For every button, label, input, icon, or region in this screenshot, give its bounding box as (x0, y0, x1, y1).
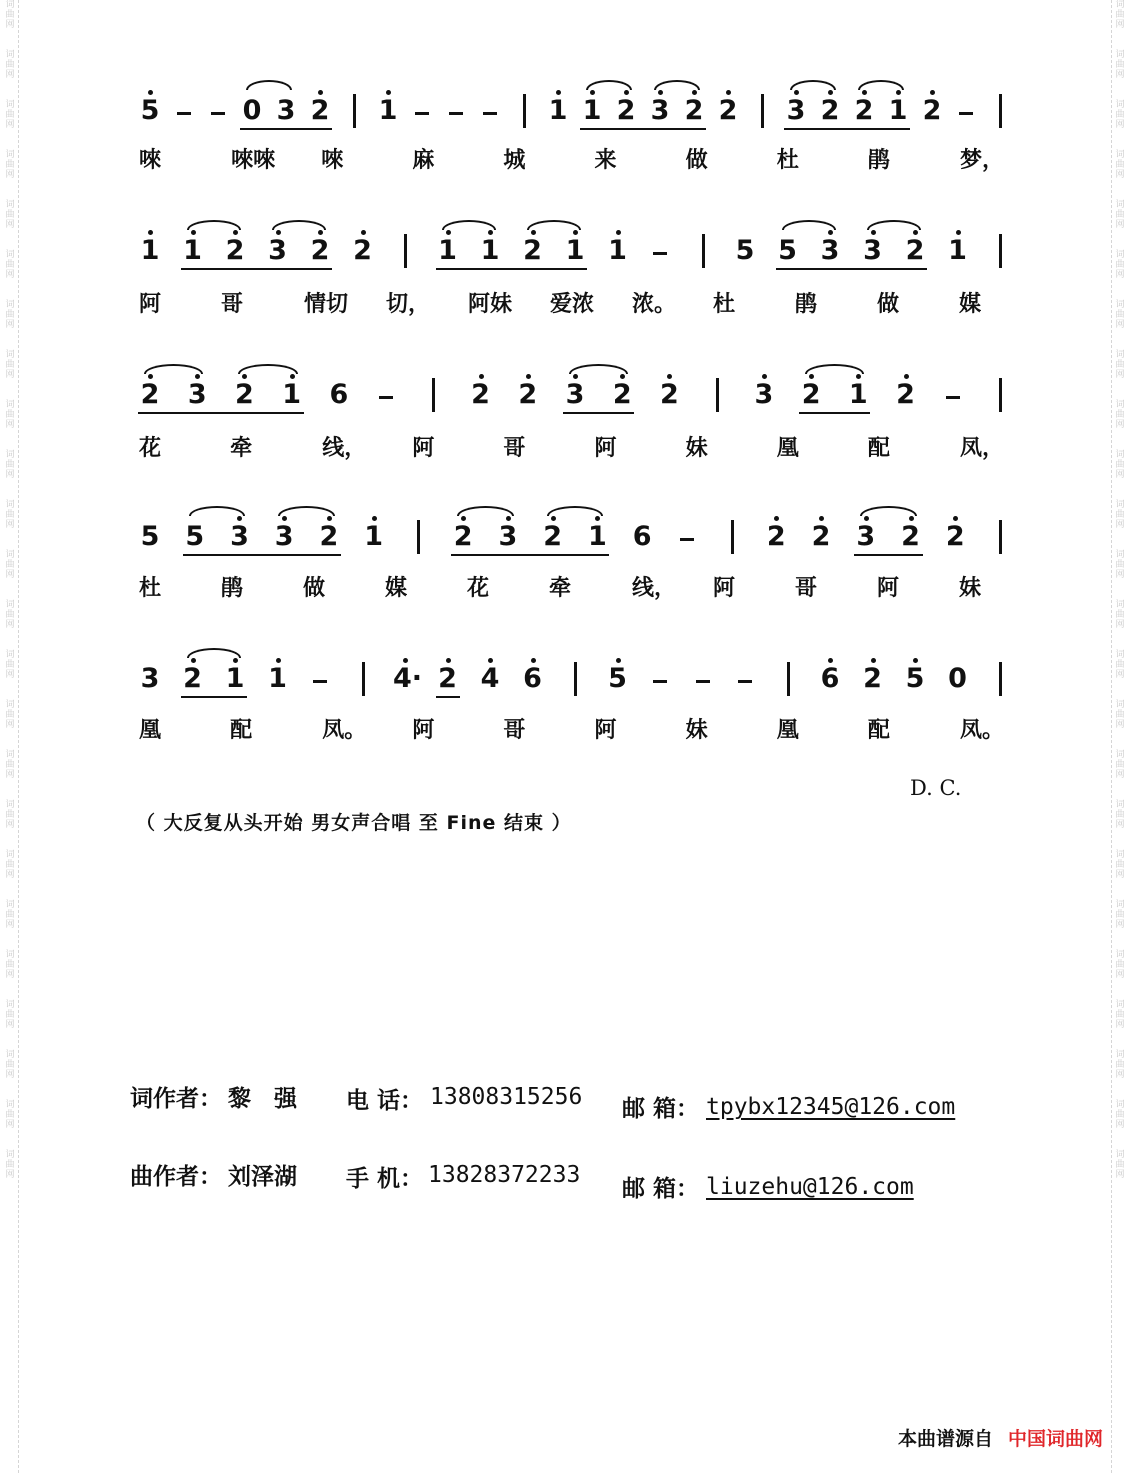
score-note: 6 (820, 663, 840, 694)
octave-dot (909, 516, 914, 521)
right-watermark-strip: 词 曲 网 词 曲 网 词 曲 网 词 曲 网 词 曲 网 词 曲 网 词 曲 网 词 曲 网 词 曲 网 词 曲 网 词 曲 网 词 曲 网 词 曲 网 词 曲 网 词 曲 网 词 曲 网 词 曲 网 词 曲 网 词 曲 网 词 曲 网 词 曲 网 词 曲 网 词 曲 网 词 曲 网 (1111, 0, 1128, 1473)
octave-dot (526, 374, 531, 379)
score-note: 2 (863, 663, 882, 694)
score-note: 2 (310, 235, 330, 266)
duration-dash (696, 680, 710, 683)
score-note: 2 (820, 95, 840, 126)
mobile-label: 手 机： (346, 1166, 424, 1192)
lyric-syllable: 牵 (548, 576, 571, 601)
site-link[interactable]: 中国词曲网 (1008, 1428, 1104, 1450)
octave-dot (616, 230, 621, 235)
slur-arc (187, 648, 242, 658)
score-note: 1 (364, 521, 384, 552)
score-note: 2 (766, 521, 786, 552)
barline (404, 234, 407, 268)
lyric-syllable: 配 (230, 718, 253, 743)
score-note: 2 (684, 95, 704, 126)
octave-dot (276, 658, 281, 663)
beam-underline (181, 696, 248, 698)
lyric-syllable: 配 (867, 718, 890, 743)
score-note: 2 (471, 379, 490, 410)
score-note: 4 (480, 663, 500, 694)
barline (417, 520, 420, 554)
octave-dot (386, 90, 391, 95)
lyric-syllable: 凤， (959, 436, 1004, 461)
lyric-syllable: 来 (594, 148, 617, 173)
mobile-number: 13828372233 (428, 1162, 581, 1188)
slur-arc (860, 506, 917, 516)
slur-arc (867, 220, 922, 230)
octave-dot (191, 658, 196, 663)
score-note: 2 (523, 235, 542, 266)
octave-dot (624, 90, 629, 95)
score-note: 2 (811, 521, 831, 552)
lyric-syllable: 牵 (230, 436, 253, 461)
beam-underline (563, 412, 634, 414)
duration-dash (313, 680, 327, 683)
score-note: 2 (518, 379, 538, 410)
octave-dot (828, 658, 833, 663)
octave-dot (506, 516, 511, 521)
lyric-syllable: 凰 (776, 436, 799, 461)
lyric-syllable: 凤。 (322, 718, 367, 743)
left-watermark-strip: 词 曲 网 词 曲 网 词 曲 网 词 曲 网 词 曲 网 词 曲 网 词 曲 网 词 曲 网 词 曲 网 词 曲 网 词 曲 网 词 曲 网 词 曲 网 词 曲 网 词 曲 网 词 曲 网 词 曲 网 词 曲 网 词 曲 网 词 曲 网 词 曲 网 词 曲 网 词 曲 网 词 曲 网 (2, 0, 19, 1473)
lyric-syllable: 媒 (958, 292, 981, 317)
duration-dash (946, 396, 960, 399)
octave-dot (573, 374, 578, 379)
score-note: 2 (901, 521, 920, 552)
score-note: 2 (801, 379, 821, 410)
lyric-syllable: 唻唻 (231, 148, 276, 173)
lyric-syllable: 哥 (220, 292, 243, 317)
score-note: 1 (225, 663, 245, 694)
slur-arc (272, 220, 327, 230)
lyric-syllable: 做 (302, 576, 325, 601)
score-note: 1 (480, 235, 500, 266)
lyric-syllable: 妹 (685, 718, 708, 743)
score-note: 2 (183, 663, 202, 694)
duration-dash (680, 538, 694, 541)
lyric-syllable: 做 (685, 148, 708, 173)
octave-dot (551, 516, 556, 521)
lyric-syllable: 凰 (776, 718, 799, 743)
barline (999, 662, 1002, 696)
lyric-syllable: 梦， (959, 148, 1004, 173)
beam-underline (776, 268, 928, 270)
octave-dot (590, 90, 595, 95)
score-note: 2 (235, 379, 254, 410)
barline (731, 520, 734, 554)
score-note: 1 (183, 235, 202, 266)
score-note: 1 (268, 663, 287, 694)
score-note: 1 (582, 95, 602, 126)
barline (999, 520, 1002, 554)
lyric-syllable: 妹 (685, 436, 708, 461)
score-note: 3 (230, 521, 249, 552)
octave-dot (913, 658, 918, 663)
score-note: 3 (786, 95, 806, 126)
score-note: 2 (310, 95, 330, 126)
score-note: 1 (140, 235, 160, 266)
score-note: 5 (905, 663, 925, 694)
octave-dot (864, 516, 869, 521)
score-note: 3 (863, 235, 882, 266)
octave-dot (828, 230, 833, 235)
score-note: 2 (905, 235, 925, 266)
slur-arc (144, 364, 203, 374)
lyric-syllable: 凰 (138, 718, 161, 743)
octave-dot (233, 658, 238, 663)
slur-arc (278, 506, 335, 516)
da-capo-mark: D. C. (910, 776, 962, 800)
score-note: 2 (718, 95, 738, 126)
lyric-syllable: 花 (466, 576, 489, 601)
score-note: 3 (187, 379, 207, 410)
barline (353, 94, 356, 128)
octave-dot (446, 658, 451, 663)
beam-underline (784, 128, 910, 130)
lyricist-email-label: 邮 箱： (622, 1096, 700, 1122)
octave-dot (148, 230, 153, 235)
slur-arc (457, 506, 514, 516)
slur-arc (569, 364, 628, 374)
score-note: 1 (282, 379, 302, 410)
lyric-syllable: 麻 (412, 148, 435, 173)
barline (574, 662, 577, 696)
score-note: 2 (660, 379, 679, 410)
slur-arc (238, 364, 297, 374)
lyric-syllable: 哥 (503, 718, 526, 743)
lyric-syllable: 杜 (776, 148, 799, 173)
beam-underline (436, 696, 460, 698)
octave-dot (896, 90, 901, 95)
octave-dot (871, 230, 876, 235)
slur-arc (547, 506, 604, 516)
score-note: 3 (820, 235, 840, 266)
barline (999, 94, 1002, 128)
lyric-syllable: 线， (322, 436, 367, 461)
composer-label: 曲作者： (130, 1164, 222, 1190)
slur-arc (189, 506, 246, 516)
score-note: 5 (185, 521, 205, 552)
score-note: 2 (543, 521, 563, 552)
source-label: 本曲谱源自 (898, 1428, 994, 1450)
score-note: 1 (608, 235, 627, 266)
lyric-syllable: 杜 (712, 292, 735, 317)
lyric-syllable: 阿 (594, 436, 617, 461)
score-note: 2 (319, 521, 339, 552)
duration-dash (653, 680, 667, 683)
octave-dot (904, 374, 909, 379)
score-note: 1 (848, 379, 868, 410)
octave-dot (573, 230, 578, 235)
score-note: 2 (612, 379, 632, 410)
lyric-syllable: 做 (876, 292, 899, 317)
slur-arc (782, 220, 837, 230)
phone-number: 13808315256 (430, 1084, 583, 1110)
beam-underline (799, 412, 870, 414)
slur-arc (654, 80, 700, 90)
slur-arc (805, 364, 864, 374)
score-note: 3 (268, 235, 287, 266)
lyric-syllable: 阿 (594, 718, 617, 743)
score-note: 2 (854, 95, 874, 126)
octave-dot (233, 230, 238, 235)
duration-dash (738, 680, 752, 683)
lyric-syllable: 切， (385, 292, 430, 317)
score-note: 3 (856, 521, 876, 552)
score-note: 2 (896, 379, 915, 410)
beam-underline (580, 128, 706, 130)
barline (432, 378, 435, 412)
score-note: 5 (140, 521, 160, 552)
octave-dot (794, 90, 799, 95)
lyric-syllable: 唻 (138, 148, 161, 173)
lyric-syllable: 哥 (794, 576, 817, 601)
score-note: 1 (587, 521, 607, 552)
score-note: 5 (140, 95, 160, 126)
lyric-syllable: 阿妹 (467, 292, 512, 317)
score-note: 5 (608, 663, 627, 694)
lyric-syllable: 鹃 (794, 292, 817, 317)
octave-dot (692, 90, 697, 95)
lyric-syllable: 爱浓 (549, 292, 594, 317)
octave-dot (531, 658, 536, 663)
duration-dash (415, 112, 429, 115)
octave-dot (148, 90, 153, 95)
lyric-syllable: 阿 (712, 576, 735, 601)
barline (362, 662, 365, 696)
lyric-syllable: 妹 (958, 576, 981, 601)
octave-dot (403, 658, 408, 663)
lyric-syllable: 阿 (876, 576, 899, 601)
octave-dot (726, 90, 731, 95)
duration-dash (379, 396, 393, 399)
beam-underline (183, 554, 341, 556)
octave-dot (871, 658, 876, 663)
octave-dot (556, 90, 561, 95)
lyric-syllable: 杜 (138, 576, 161, 601)
octave-dot (361, 230, 366, 235)
beam-underline (240, 128, 332, 130)
octave-dot (616, 658, 621, 663)
lyric-syllable: 阿 (412, 436, 435, 461)
score-note: 2 (922, 95, 942, 126)
octave-dot (658, 90, 663, 95)
lyricist-email[interactable]: tpybx12345@126.com (706, 1094, 956, 1120)
slur-arc (586, 80, 632, 90)
score-note: 5 (735, 235, 755, 266)
duration-dash (449, 112, 463, 115)
score-note: 1 (565, 235, 585, 266)
score-note: 2 (225, 235, 245, 266)
octave-dot (930, 90, 935, 95)
beam-underline (181, 268, 333, 270)
octave-dot (372, 516, 377, 521)
octave-dot (318, 230, 323, 235)
score-note: 1 (548, 95, 568, 126)
lyric-syllable: 哥 (503, 436, 526, 461)
octave-dot (488, 658, 493, 663)
lyric-syllable: 城 (503, 148, 526, 173)
repeat-instruction: （ 大反复从头开始 男女声合唱 至 Fine 结束 ） (136, 812, 572, 834)
score-note: 2 (140, 379, 160, 410)
slur-arc (790, 80, 836, 90)
lyric-syllable: 鹃 (220, 576, 243, 601)
barline (999, 378, 1002, 412)
score-note: 1 (438, 235, 457, 266)
duration-dash (483, 112, 497, 115)
octave-dot (276, 230, 281, 235)
octave-dot (488, 230, 493, 235)
octave-dot (446, 230, 451, 235)
octave-dot (191, 230, 196, 235)
score-note: 1 (378, 95, 398, 126)
lyric-syllable: 唻 (321, 148, 344, 173)
lyric-syllable: 鹃 (867, 148, 890, 173)
lyric-syllable: 花 (138, 436, 161, 461)
phone-label: 电 话： (346, 1088, 424, 1114)
duration-dash (653, 252, 667, 255)
score-note: 3 (276, 95, 296, 126)
score-note: 3 (498, 521, 518, 552)
duration-dash (959, 112, 973, 115)
score-note: 0 (242, 95, 262, 126)
octave-dot (318, 90, 323, 95)
score-note: 1 (948, 235, 967, 266)
octave-dot (148, 374, 153, 379)
lyricist-label: 词作者： (130, 1086, 222, 1112)
duration-dash (177, 112, 191, 115)
lyric-syllable: 情切 (303, 292, 348, 317)
lyric-syllable: 浓。 (631, 292, 676, 317)
barline (716, 378, 719, 412)
score-note: 6 (523, 663, 542, 694)
score-note: 4· (393, 663, 423, 694)
score-note: 6 (329, 379, 349, 410)
slur-arc (442, 220, 497, 230)
lyric-syllable: 媒 (384, 576, 407, 601)
octave-dot (956, 230, 961, 235)
octave-dot (913, 230, 918, 235)
octave-dot (828, 90, 833, 95)
lyric-syllable: 配 (867, 436, 890, 461)
score-note: 1 (888, 95, 908, 126)
score-note: 3 (754, 379, 774, 410)
composer-email[interactable]: liuzehu@126.com (706, 1174, 914, 1200)
score-note: 0 (948, 663, 967, 694)
octave-dot (531, 230, 536, 235)
score-note: 2 (438, 663, 457, 694)
slur-arc (187, 220, 242, 230)
composer-name: 刘泽湖 (228, 1164, 297, 1190)
beam-underline (436, 268, 588, 270)
slur-arc (858, 80, 904, 90)
lyric-syllable: 凤。 (959, 718, 1004, 743)
lyric-syllable: 阿 (138, 292, 161, 317)
score-note: 2 (616, 95, 636, 126)
score-note: 2 (453, 521, 473, 552)
lyricist-name: 黎 强 (228, 1086, 297, 1112)
score-note: 2 (945, 521, 965, 552)
duration-dash (211, 112, 225, 115)
beam-underline (451, 554, 609, 556)
octave-dot (479, 374, 484, 379)
composer-email-label: 邮 箱： (622, 1176, 700, 1202)
lyric-syllable: 阿 (412, 718, 435, 743)
slur-arc (527, 220, 582, 230)
barline (702, 234, 705, 268)
score-note: 5 (778, 235, 797, 266)
score-note: 6 (632, 521, 652, 552)
barline (761, 94, 764, 128)
octave-dot (327, 516, 332, 521)
lyric-syllable: 线， (631, 576, 676, 601)
barline (787, 662, 790, 696)
beam-underline (138, 412, 304, 414)
octave-dot (862, 90, 867, 95)
octave-dot (290, 374, 295, 379)
score-note: 3 (565, 379, 585, 410)
score-note: 3 (274, 521, 294, 552)
beam-underline (854, 554, 923, 556)
barline (523, 94, 526, 128)
score-note: 3 (650, 95, 670, 126)
score-note: 3 (140, 663, 160, 694)
slur-arc (246, 80, 292, 90)
barline (999, 234, 1002, 268)
score-note: 2 (353, 235, 372, 266)
octave-dot (762, 374, 767, 379)
